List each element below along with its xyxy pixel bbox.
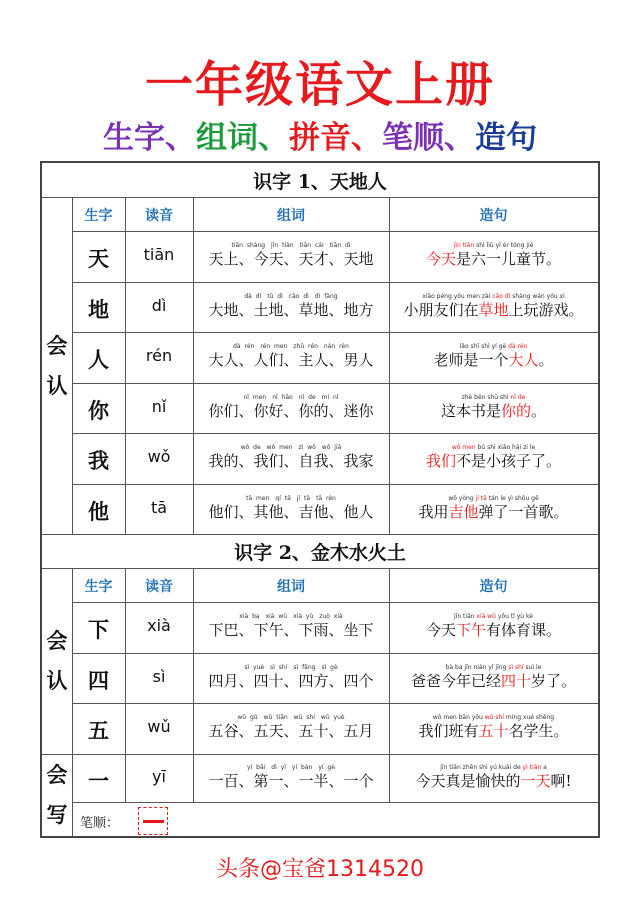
pinyin-segment: wǒ yòng [448,494,476,502]
grid-line [125,197,126,534]
sentence-segment: 不是小孩子了。 [456,452,562,471]
row-words [193,663,389,690]
pinyin-segment: tán le yì shǒu gē [486,494,539,502]
grid-line [42,534,598,535]
header-char: 生字 [84,579,113,595]
row-pinyin: wǔ [147,717,171,737]
grid-line [72,332,598,333]
pinyin-annotation: yì bǎi dì yī yí bàn yí gè [247,763,335,771]
pinyin-segment: shàng wán yóu xì [510,292,565,300]
grid-line [389,568,390,802]
row-words [193,292,389,319]
pinyin-segment: a [541,763,547,771]
page-title: 一年级语文上册 [144,57,495,113]
row-character: 天 [88,246,109,272]
row-pinyin: tā [150,497,168,517]
pinyin-segment: bà ba jīn nián yǐ jīng [445,663,509,671]
lesson-table [40,161,600,838]
header-pinyin: 读音 [145,579,173,595]
pinyin-annotation: wǔ gǔ wǔ tiān wǔ shí wǔ yuè [237,714,345,722]
subtitle-part: 拼音、 [289,120,382,156]
pinyin-annotation [389,342,598,351]
grid-line [72,754,598,755]
row-pinyin: tiān [143,245,175,265]
group-label-recognize: 会 认 [46,627,68,693]
sentence-segment: 这本书是 [440,401,501,420]
subtitle-part: 造句 [475,120,537,156]
stroke-order-label: 笔顺： [80,815,120,831]
subtitle-part: 组词、 [196,120,289,156]
pinyin-segment: jí tā [475,494,487,502]
sentence-segment: 吉他 [448,502,479,521]
pinyin-annotation: sì yuè sì shí sì fāng sì gè [244,663,338,671]
sentence-segment: 老师是一个 [433,351,509,370]
row-words [193,342,389,369]
row-words [193,241,389,268]
grid-line [72,802,598,803]
grid-line [72,383,598,384]
pinyin-segment: jīn tiān [454,613,477,621]
pinyin-annotation: wǒ de wǒ men zì wǒ wǒ jiā [240,444,342,452]
row-words [193,443,389,470]
sentence-text [389,503,598,521]
pinyin-annotation [389,494,598,503]
grid-line [389,197,390,534]
row-sentence [389,393,598,420]
row-sentence [389,241,598,268]
pinyin-segment: jīn tiān zhēn shì yú kuài de [440,763,523,771]
sentence-segment: 今天 [425,621,456,640]
pinyin-annotation: nǐ men nǐ hǎo nǐ de mí nǐ [243,393,339,401]
pinyin-segment: xià wǔ [476,613,496,621]
sentence-text [389,672,598,690]
sentence-segment: 今天真是愉快的 [415,771,521,790]
row-words [193,393,389,420]
word-list: 他们、其他、吉他、他人 [208,502,374,521]
sentence-segment: 爸爸今年已经 [410,671,501,690]
sentence-text [389,772,598,790]
grid-line [72,282,598,283]
row-pinyin: nǐ [151,396,167,416]
sentence-segment: 上玩游戏。 [508,300,584,319]
row-character: 我 [88,448,109,474]
grid-line [72,568,73,836]
pinyin-segment: zhè běn shū shì [461,393,511,401]
header-words: 组词 [277,208,305,224]
group-label-recognize: 会 认 [46,332,68,398]
row-sentence [389,494,598,521]
sentence-segment: 我用 [418,502,449,521]
row-sentence [389,663,598,690]
grid-line [72,197,73,534]
grid-line [72,653,598,654]
pinyin-segment: bú shì xiǎo hái zi le [475,444,536,452]
sentence-text [389,452,598,470]
row-character: 五 [88,718,109,744]
stroke-order-box [138,807,168,835]
row-pinyin: wǒ [147,447,171,467]
sentence-segment: 弹了一首歌。 [478,502,569,521]
pinyin-annotation: tā men qí tā jí tā tā rén [246,494,336,502]
pinyin-annotation [389,241,598,250]
header-pinyin: 读音 [145,208,173,224]
pinyin-segment: nǐ de [510,393,526,401]
word-list: 大人、人们、主人、男人 [208,351,374,370]
pinyin-annotation [389,713,598,722]
section-title: 识字 2、金木水火土 [234,542,406,564]
sentence-segment: 是六一儿童节。 [456,250,562,269]
pinyin-segment: wǒ men [451,444,476,452]
grid-line [72,433,598,434]
sentence-segment: 有体育课。 [486,621,562,640]
sentence-text [389,250,598,268]
row-sentence [389,612,598,639]
pinyin-segment: shì liù yī ér tóng jié [474,242,534,250]
pinyin-segment: míng xué shēng [503,714,555,722]
header-char: 生字 [84,208,113,224]
watermark: 头条@宝爸1314520 [216,857,424,882]
row-sentence [389,443,598,470]
word-list: 四月、四十、四方、四个 [208,671,374,690]
sentence-segment: 。 [531,401,547,420]
pinyin-segment: wǒ men bān yǒu [432,714,485,722]
sentence-segment: 草地 [478,300,509,319]
row-pinyin: xià [147,616,171,636]
pinyin-annotation [389,612,598,621]
pinyin-segment: yì tiān [522,763,542,771]
word-list: 天上、今天、天才、天地 [208,250,374,269]
pinyin-segment: lǎo shī shì yí gè [459,343,509,351]
pinyin-segment: dà rén [508,343,528,351]
row-character: 他 [88,498,109,524]
subtitle-part: 笔顺、 [382,120,475,156]
row-sentence [389,292,598,319]
word-list: 我的、我们、自我、我家 [208,452,374,471]
pinyin-annotation [389,393,598,402]
sentence-segment: 。 [538,351,554,370]
sentence-text [389,621,598,639]
row-character: 下 [88,617,109,643]
grid-line [72,602,598,603]
row-character: 一 [88,767,109,793]
pinyin-annotation [389,663,598,672]
pinyin-annotation: xià ba xià wǔ xià yǔ zuò xià [239,613,343,621]
pinyin-segment: cǎo dì [492,292,511,300]
sentence-segment: 你的 [500,401,531,420]
row-sentence [389,713,598,740]
sentence-text [389,351,598,369]
row-pinyin: dì [151,295,167,315]
grid-line [72,231,598,232]
row-character: 人 [88,347,109,373]
row-pinyin: sì [152,666,166,686]
sentence-segment: 小朋友们在 [403,300,479,319]
header-sentence: 造句 [479,579,508,595]
row-character: 你 [88,397,109,423]
sentence-segment: 我们班有 [418,722,479,741]
sentence-segment: 五十 [478,722,509,741]
pinyin-annotation: tiān shàng jīn tiān tiān cái tiān dì [231,242,351,250]
pinyin-segment: sì shí [508,663,524,671]
sentence-segment: 岁了。 [531,671,577,690]
stroke-horizontal-icon [143,820,164,823]
row-character: 四 [88,667,109,693]
word-list: 一百、第一、一半、一个 [208,771,374,790]
pinyin-segment: suì le [523,663,542,671]
sentence-text [389,402,598,420]
header-words: 组词 [277,579,305,595]
pinyin-annotation: dà rén rén men zhǔ rén nán rén [233,343,349,351]
sentence-segment: 大人 [508,351,539,370]
sentence-segment: 名学生。 [508,722,569,741]
pinyin-segment: jīn tiān [453,242,475,250]
pinyin-annotation: dà dì tǔ dì cǎo dì dì fāng [244,292,338,300]
row-words [193,612,389,639]
row-pinyin: yī [152,766,166,786]
word-list: 你们、你好、你的、迷你 [208,401,374,420]
sentence-segment: 一天 [520,771,551,790]
section-title: 识字 1、天地人 [253,171,387,193]
row-pinyin: rén [145,346,173,366]
pinyin-annotation [389,292,598,301]
row-sentence [389,342,598,369]
grid-line [72,703,598,704]
pinyin-segment: yǒu tǐ yù kè [495,613,533,621]
grid-line [125,568,126,802]
pinyin-segment: xiǎo péng yǒu men zài [422,292,493,300]
word-list: 大地、土地、草地、地方 [208,300,374,319]
row-character: 地 [88,296,109,322]
sentence-text [389,722,598,740]
pinyin-annotation [389,763,598,772]
grid-line [193,568,194,802]
pinyin-annotation [389,443,598,452]
grid-line [72,484,598,485]
sentence-segment: 我们 [425,452,456,471]
sentence-segment: 今天 [425,250,456,269]
row-words [193,713,389,740]
group-label-write: 会 写 [46,761,68,827]
row-sentence [389,763,598,790]
subtitle-part: 生字、 [103,120,196,156]
row-words [193,494,389,521]
word-list: 下巴、下午、下雨、坐下 [208,621,374,640]
page-subtitle [0,118,640,158]
grid-line [193,197,194,534]
row-words [193,763,389,790]
sentence-segment: 下午 [455,621,486,640]
header-sentence: 造句 [479,208,508,224]
pinyin-segment: wǔ shí [484,714,504,722]
sentence-segment: 啊! [550,771,572,790]
sentence-segment: 四十 [500,671,531,690]
word-list: 五谷、五天、五十、五月 [208,722,374,741]
sentence-text [389,301,598,319]
